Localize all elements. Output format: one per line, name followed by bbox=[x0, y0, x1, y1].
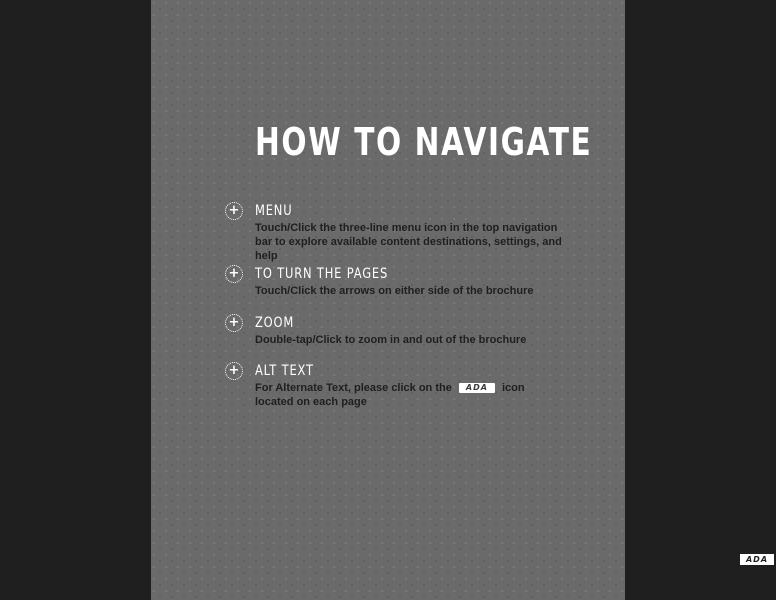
item-description bbox=[255, 381, 565, 409]
item-description: Double-tap/Click to zoom in and out of the brochure bbox=[255, 334, 527, 346]
item-heading: ALT TEXT bbox=[255, 363, 314, 379]
plus-circle-icon: + bbox=[225, 314, 243, 332]
page-title: HOW TO NAVIGATE bbox=[255, 120, 593, 164]
item-description-after: icon located on each page bbox=[255, 382, 525, 408]
item-heading: ZOOM bbox=[255, 315, 295, 331]
ada-alt-text-button[interactable]: ADA bbox=[740, 554, 774, 565]
item-description: Touch/Click the arrows on either side of the brochure bbox=[255, 285, 534, 297]
plus-circle-icon: + bbox=[225, 202, 243, 220]
brochure-page bbox=[151, 0, 625, 600]
item-heading: MENU bbox=[255, 203, 293, 219]
item-heading: TO TURN THE PAGES bbox=[255, 266, 389, 282]
item-description: Touch/Click the three-line menu icon in the top navigation bar to explore available content destinations, settings, and help bbox=[255, 222, 562, 262]
plus-circle-icon: + bbox=[225, 362, 243, 380]
item-description-before: For Alternate Text, please click on the bbox=[255, 382, 452, 394]
plus-circle-icon: + bbox=[225, 265, 243, 283]
ada-icon: ADA bbox=[459, 383, 495, 393]
